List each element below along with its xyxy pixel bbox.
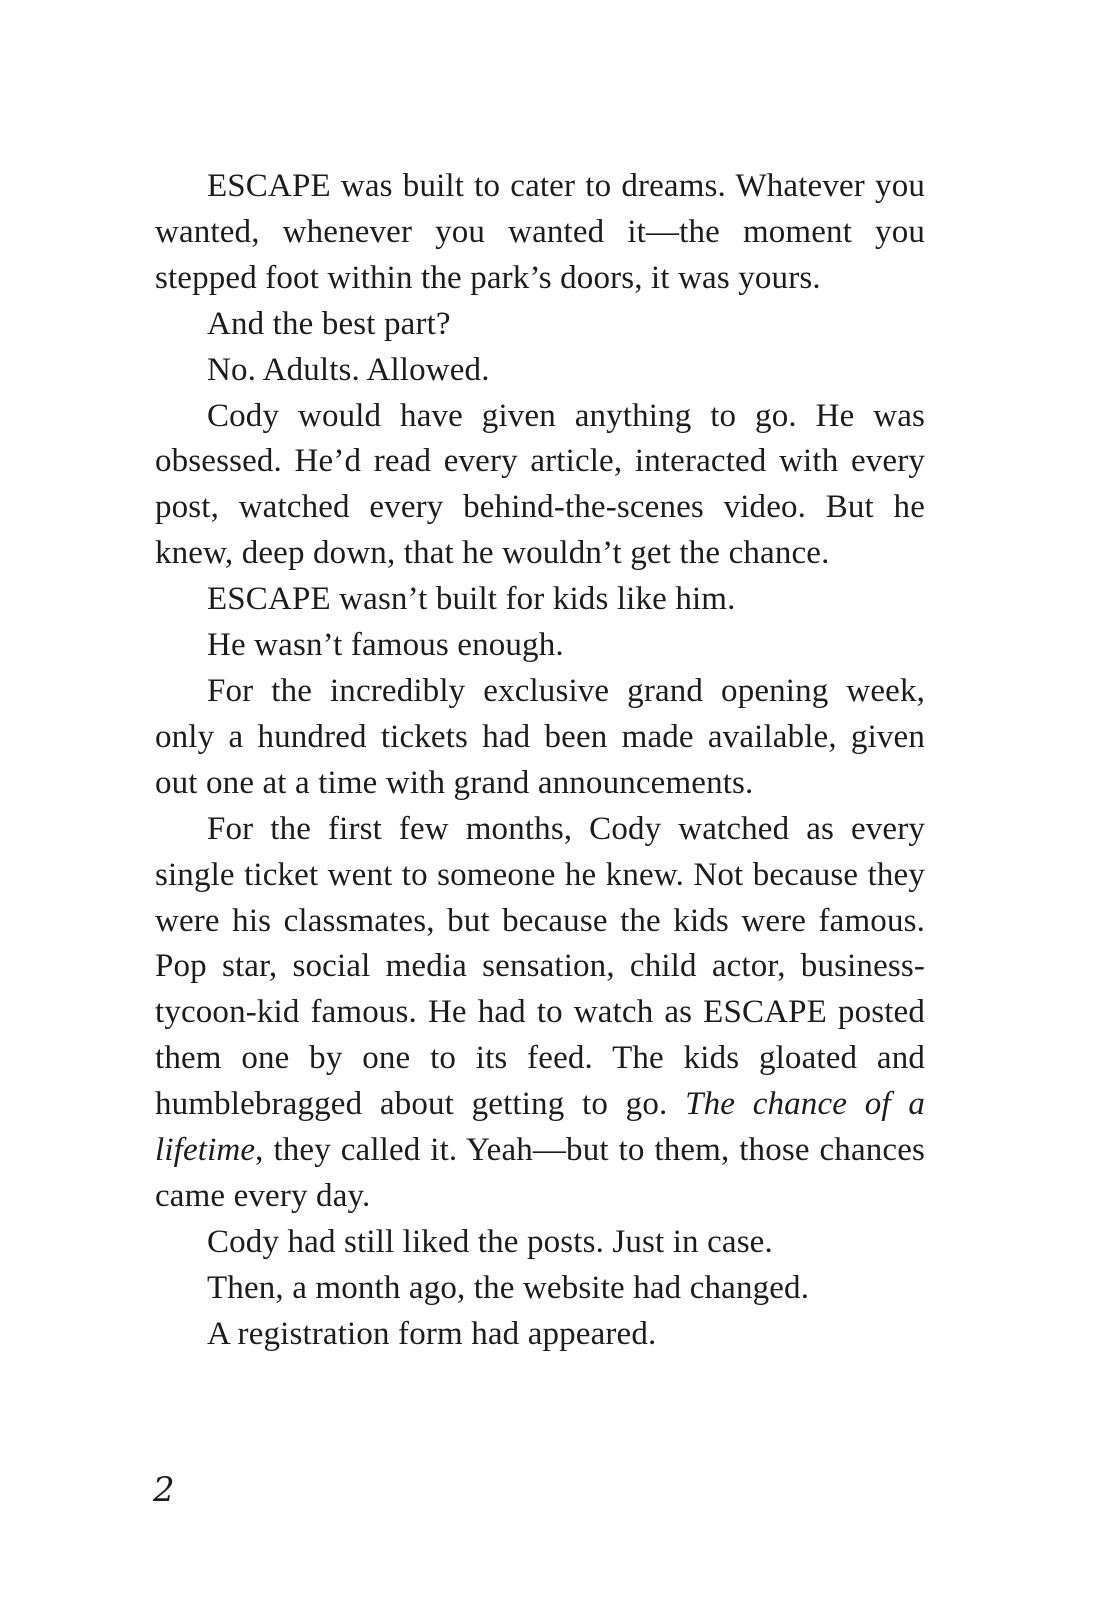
- body-text: [155, 164, 925, 1358]
- paragraph-text: And the best part?: [207, 305, 451, 342]
- paragraph: [155, 807, 925, 1220]
- paragraph: [155, 669, 925, 807]
- paragraph: [155, 394, 925, 578]
- paragraph-text: Cody would have given anything to go. He was obsessed. He’d read every article, interacted with every post, watched every behind-the-scenes video. But he knew, deep down, that he wouldn’t get the chance.: [155, 397, 925, 572]
- paragraph: [155, 1220, 925, 1266]
- paragraph: [155, 164, 925, 302]
- paragraph: [155, 302, 925, 348]
- paragraph-text: For the incredibly exclusive grand opening week, only a hundred tickets had been made available, given out one at a time with grand announcements.: [155, 672, 925, 801]
- paragraph: [155, 623, 925, 669]
- paragraph: [155, 1312, 925, 1358]
- paragraph-text: He wasn’t famous enough.: [207, 627, 564, 664]
- paragraph: [155, 1266, 925, 1312]
- paragraph-text: ESCAPE wasn’t built for kids like him.: [207, 581, 736, 618]
- paragraph-text: Then, a month ago, the website had changed.: [207, 1269, 810, 1306]
- paragraph-text: For the first few months, Cody watched as every single ticket went to someone he knew. Not because they were his classmates, but because the kids were famous. Pop star, social media sensation, child actor, business-tycoon-kid famous. He had to watch as ESCAPE posted them one by one to its feed. The kids gloated and humblebragged about getting to go.: [155, 810, 925, 1123]
- paragraph-text: Cody had still liked the posts. Just in case.: [207, 1223, 773, 1260]
- paragraph-text: No. Adults. Allowed.: [207, 351, 490, 388]
- paragraph: [155, 348, 925, 394]
- paragraph-text: ESCAPE was built to cater to dreams. Whatever you wanted, whenever you wanted it—the moment you stepped foot within the park’s doors, it was yours.: [155, 168, 925, 296]
- paragraph-text: , they called it. Yeah—but to them, those chances came every day.: [155, 1132, 925, 1214]
- paragraph-text: A registration form had appeared.: [207, 1315, 657, 1352]
- paragraph: [155, 577, 925, 623]
- italic-phrase: The chance of a lifetime: [155, 1086, 926, 1169]
- page-number: 2: [153, 1470, 175, 1510]
